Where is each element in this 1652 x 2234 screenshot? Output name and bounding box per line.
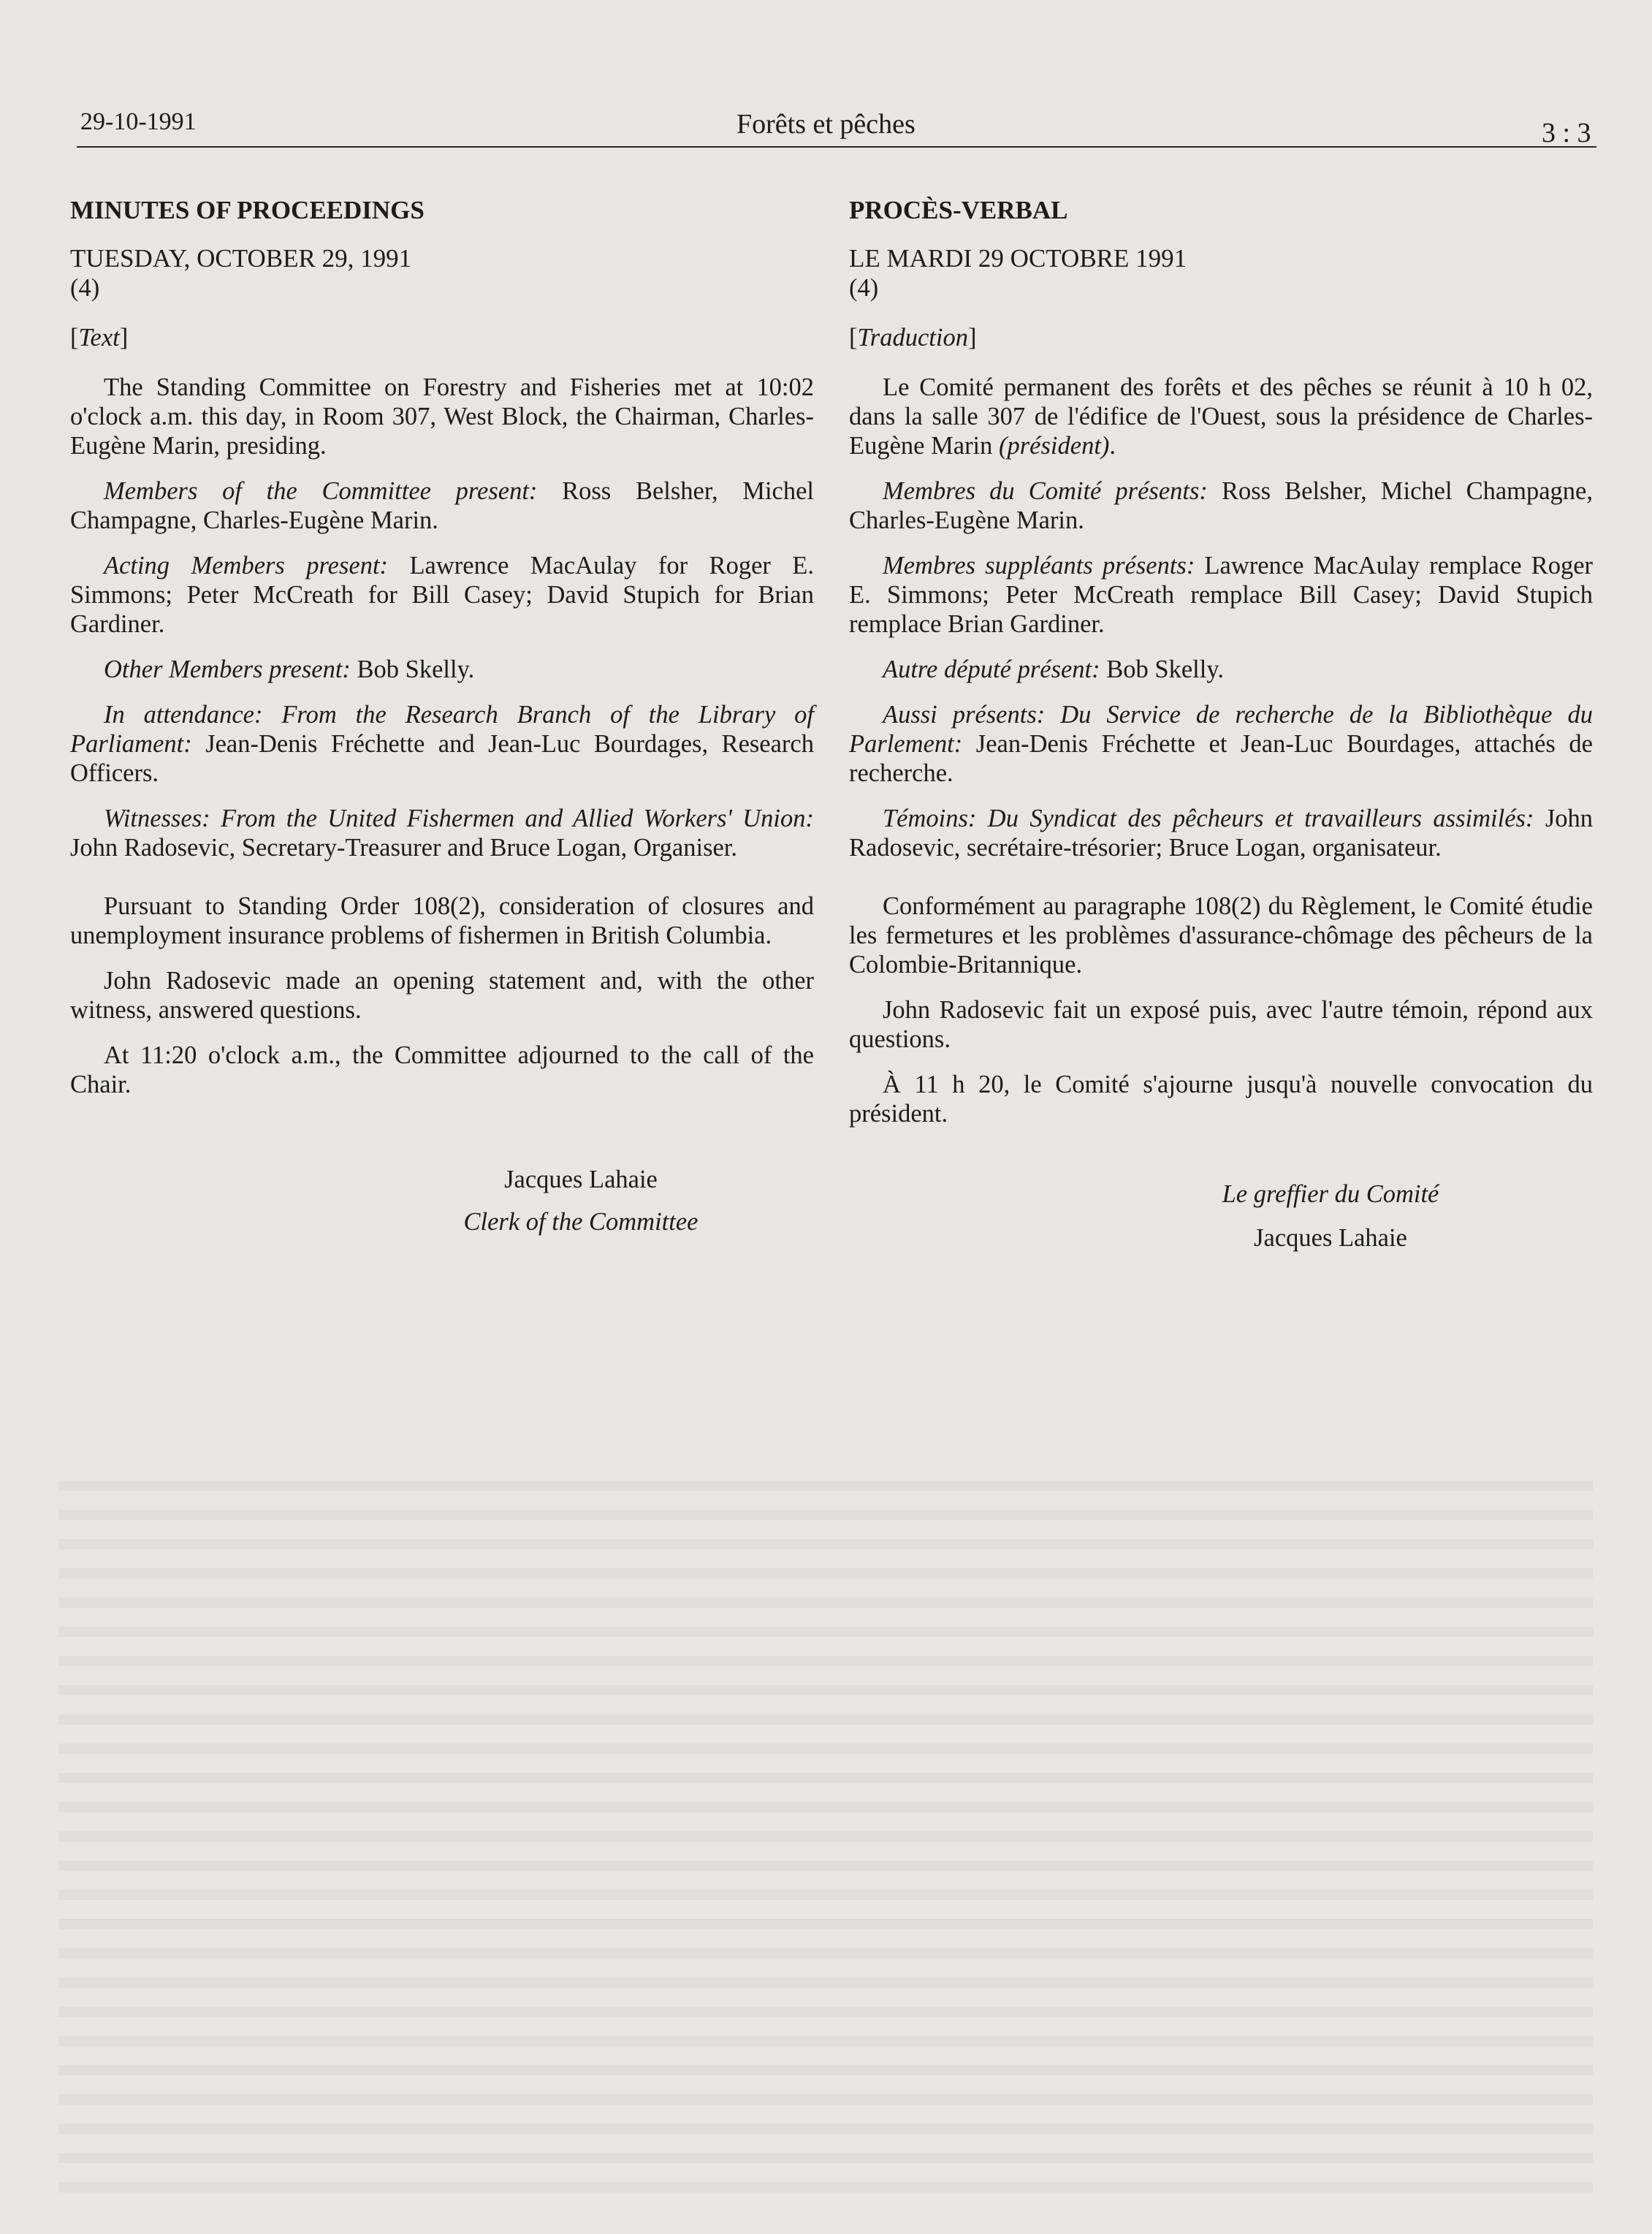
english-attendance: In attendance: From the Research Branch of the Library of Parliament: Jean-Denis Fréchette and Jean-Luc Bourdages, Research Officers. [70, 701, 814, 787]
english-members: Members of the Committee present: Ross Belsher, Michel Champagne, Charles-Eugène Marin. [70, 477, 814, 534]
english-opening: The Standing Committee on Forestry and Fisheries met at 10:02 o'clock a.m. this day, in Room 307, West Block, the Chairman, Charles-Eugène Marin, presiding. [70, 373, 814, 460]
english-date: TUESDAY, OCTOBER 29, 1991 [70, 244, 412, 273]
header-rule [77, 146, 1596, 148]
french-clerk-title: Le greffier du Comité [1222, 1180, 1439, 1208]
english-clerk-title: Clerk of the Committee [463, 1208, 699, 1236]
english-statement: John Radosevic made an opening statement and, with the other witness, answered questions. [70, 967, 814, 1024]
english-other-members: Other Members present: Bob Skelly. [104, 656, 475, 683]
french-witnesses: Témoins: Du Syndicat des pêcheurs et travailleurs assimilés: John Radosevic, secrétaire-trésorier; Bruce Logan, organisateur. [849, 805, 1593, 862]
french-other-members: Autre député présent: Bob Skelly. [883, 656, 1224, 683]
french-text-tag: [Traduction] [849, 324, 977, 352]
paper-show-through [58, 1462, 1593, 2192]
french-sitting-number: (4) [849, 274, 879, 302]
french-acting-members: Membres suppléants présents: Lawrence MacAulay remplace Roger E. Simmons; Peter McCreath remplace Bill Casey; David Stupich remplace Brian Gardiner. [849, 552, 1593, 638]
english-acting-members: Acting Members present: Lawrence MacAulay for Roger E. Simmons; Peter McCreath for Bill Casey; David Stupich for Brian Gardiner. [70, 552, 814, 638]
french-clerk-name: Jacques Lahaie [1254, 1224, 1407, 1252]
french-heading: PROCÈS-VERBAL [849, 196, 1068, 224]
french-statement: John Radosevic fait un exposé puis, avec l'autre témoin, répond aux questions. [849, 996, 1593, 1053]
header-title: Forêts et pêches [736, 109, 916, 140]
french-date: LE MARDI 29 OCTOBRE 1991 [849, 244, 1187, 273]
french-attendance: Aussi présents: Du Service de recherche de la Bibliothèque du Parlement: Jean-Denis Fréchette et Jean-Luc Bourdages, attachés de recherche. [849, 701, 1593, 787]
english-text-tag: [Text] [70, 324, 129, 352]
english-adjournment: At 11:20 o'clock a.m., the Committee adjourned to the call of the Chair. [70, 1041, 814, 1098]
english-heading: MINUTES OF PROCEEDINGS [70, 196, 425, 224]
english-sitting-number: (4) [70, 274, 100, 302]
french-opening: Le Comité permanent des forêts et des pêches se réunit à 10 h 02, dans la salle 307 de l'édifice de l'Ouest, sous la présidence de Charles-Eugène Marin (président). [849, 373, 1593, 460]
header-date: 29-10-1991 [80, 108, 197, 135]
english-order-of-reference: Pursuant to Standing Order 108(2), consideration of closures and unemployment insurance problems of fishermen in British Columbia. [70, 892, 814, 949]
english-witnesses: Witnesses: From the United Fishermen and Allied Workers' Union: John Radosevic, Secretary-Treasurer and Bruce Logan, Organiser. [70, 805, 814, 862]
french-members: Membres du Comité présents: Ross Belsher, Michel Champagne, Charles-Eugène Marin. [849, 477, 1593, 534]
english-column [70, 196, 814, 1236]
french-adjournment: À 11 h 20, le Comité s'ajourne jusqu'à nouvelle convocation du président. [849, 1071, 1593, 1128]
french-order-of-reference: Conformément au paragraphe 108(2) du Règlement, le Comité étudie les fermetures et les problèmes d'assurance-chômage des pêcheurs de la Colombie-Britannique. [849, 892, 1593, 979]
french-column [849, 196, 1593, 1253]
header-page-number: 3 : 3 [1542, 118, 1591, 148]
english-clerk-name: Jacques Lahaie [504, 1166, 658, 1193]
